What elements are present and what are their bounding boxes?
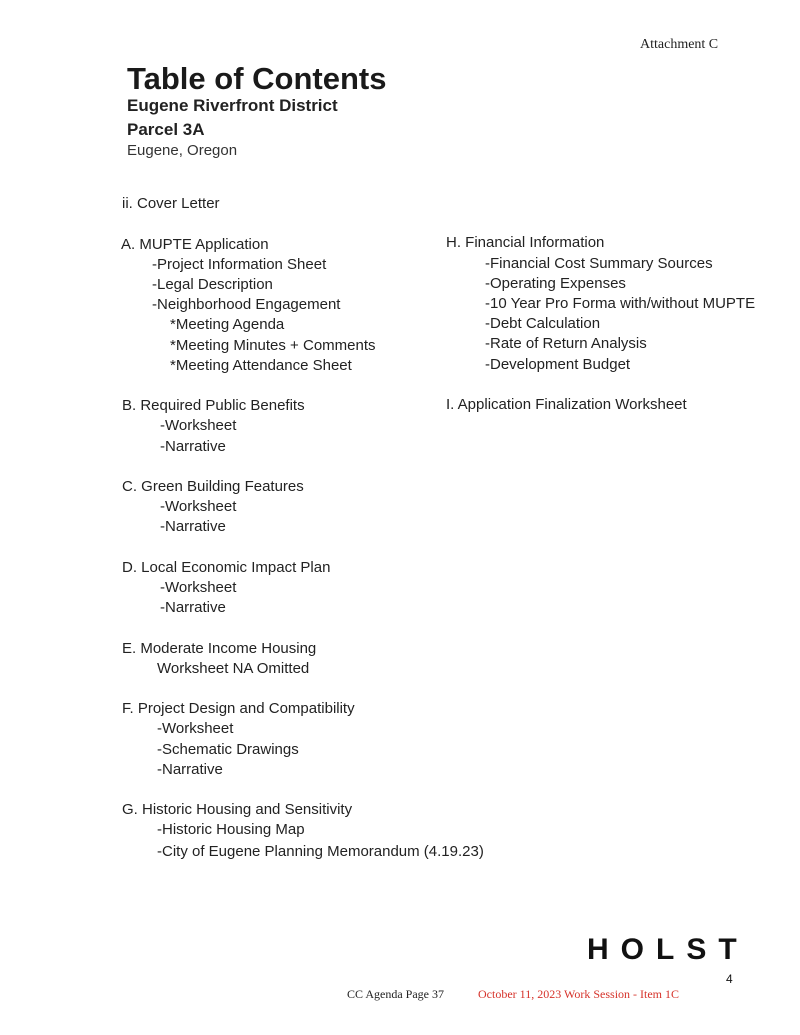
toc-g-item: -City of Eugene Planning Memorandum (4.19.23) (157, 843, 484, 860)
toc-h-item: -Debt Calculation (485, 315, 601, 332)
attachment-label: Attachment C (640, 37, 719, 52)
toc-section-h: H. Financial Information (446, 234, 605, 251)
toc-h-item: -Operating Expenses (485, 275, 626, 292)
toc-h-item: -Financial Cost Summary Sources (485, 255, 713, 272)
toc-section-d: D. Local Economic Impact Plan (122, 559, 331, 576)
toc-section-i: I. Application Finalization Worksheet (446, 396, 687, 413)
toc-d-item: -Narrative (160, 599, 226, 616)
page-title: Table of Contents (127, 61, 387, 96)
toc-section-c: C. Green Building Features (122, 478, 304, 495)
holst-logo: HOLST (587, 933, 749, 966)
toc-h-item: -Development Budget (485, 356, 631, 373)
toc-f-item: -Schematic Drawings (157, 741, 299, 758)
toc-c-item: -Narrative (160, 518, 226, 535)
toc-section-b: B. Required Public Benefits (122, 397, 305, 414)
toc-section-a: A. MUPTE Application (121, 236, 269, 253)
toc-section-f: F. Project Design and Compatibility (122, 700, 355, 717)
project-name: Eugene Riverfront District (127, 96, 338, 115)
toc-section-g: G. Historic Housing and Sensitivity (122, 801, 353, 818)
toc-cover-letter: ii. Cover Letter (122, 195, 220, 212)
toc-f-item: -Worksheet (157, 720, 234, 737)
toc-h-item: -Rate of Return Analysis (485, 335, 647, 352)
agenda-page-label: CC Agenda Page 37 (347, 987, 444, 1001)
toc-g-item: -Historic Housing Map (157, 821, 305, 838)
toc-a-item: -Project Information Sheet (152, 256, 327, 273)
toc-d-item: -Worksheet (160, 579, 237, 596)
toc-a-item: -Legal Description (152, 276, 273, 293)
toc-b-item: -Worksheet (160, 417, 237, 434)
parcel-name: Parcel 3A (127, 120, 205, 139)
session-label: October 11, 2023 Work Session - Item 1C (478, 987, 680, 1001)
toc-a-subitem: *Meeting Agenda (170, 316, 285, 333)
toc-h-item: -10 Year Pro Forma with/without MUPTE (485, 295, 756, 312)
toc-a-subitem: *Meeting Attendance Sheet (170, 357, 352, 374)
toc-f-item: -Narrative (157, 761, 223, 778)
toc-a-item: -Neighborhood Engagement (152, 296, 341, 313)
location: Eugene, Oregon (127, 142, 238, 159)
toc-b-item: -Narrative (160, 438, 226, 455)
toc-section-e: E. Moderate Income Housing (122, 640, 317, 657)
page-number: 4 (726, 972, 733, 986)
toc-c-item: -Worksheet (160, 498, 237, 515)
toc-e-item: Worksheet NA Omitted (157, 660, 310, 677)
toc-a-subitem: *Meeting Minutes + Comments (170, 337, 376, 354)
